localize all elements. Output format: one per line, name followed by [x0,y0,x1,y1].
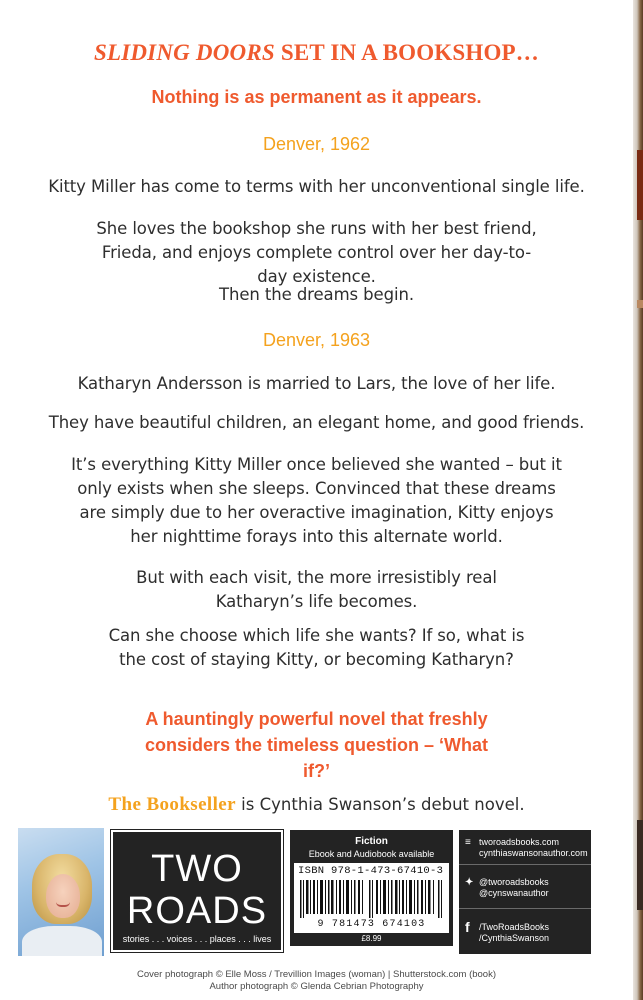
isbn-text: ISBN 978-1-473-67410-3 [298,865,444,877]
author-photo-credit: Author photograph © Glenda Cebrian Photography [209,981,424,992]
paragraph-only-when-sleeps: It’s everything Kitty Miller once believed she wanted – but it only exists when she sleeps. Convinced that these dreams are simply due to her overactive imagination, Kitty enjoys her nighttime forays into this alternate world. [71,455,562,546]
tagline-rest: SET IN A BOOKSHOP… [274,40,539,65]
genre-label: Fiction [355,836,388,847]
publisher-logo [111,830,283,952]
logo-line-roads: ROADS [126,890,268,932]
section-heading-1962: Denver, 1962 [262,134,371,154]
facebook-page-author: /CynthiaSwanson [479,933,550,943]
debut-line [0,794,633,816]
logo-line-two: TWO [151,848,243,890]
subtagline: Nothing is as permanent as it appears. [151,87,482,107]
photo-credits [0,969,633,993]
twitter-handle-author: @cynswanauthor [479,888,549,898]
twitter-handle-publisher: @tworoadsbooks [479,877,549,887]
book-info-panel [290,830,453,946]
twitter-icon: ✦ [465,877,474,888]
web-links [465,837,589,859]
paragraph-katharyn: Katharyn Andersson is married to Lars, the love of her life. [77,374,556,393]
paragraph-kitty-single-life: Kitty Miller has come to terms with her unconventional single life. [48,177,585,196]
tagline [0,40,633,66]
web-link-publisher: tworoadsbooks.com [479,837,560,847]
price-label: £8.99 [361,934,382,943]
book-title: The Bookseller [108,794,236,815]
author-photo [18,828,104,956]
publisher-strapline: stories . . . voices . . . places . . . lives [122,934,272,944]
barcode-icon [298,880,445,918]
book-spine-edge [633,0,643,1000]
facebook-links [465,919,589,944]
cover-photo-credit: Cover photograph © Elle Moss / Trevillion Images (woman) | Shutterstock.com (book) [137,969,496,980]
paragraph-each-visit: But with each visit, the more irresistibly real Katharyn’s life becomes. [136,568,497,611]
web-link-author: cynthiaswansonauthor.com [479,848,588,858]
paragraph-dreams-begin: Then the dreams begin. [219,285,414,304]
facebook-icon: f [465,919,470,935]
facebook-page-publisher: /TwoRoadsBooks [479,922,550,932]
tagline-italic: SLIDING DOORS [93,40,275,65]
paragraph-choose-life: Can she choose which life she wants? If so, what is the cost of staying Kitty, or becoming Katharyn? [108,626,525,669]
paragraph-children-home: They have beautiful children, an elegant home, and good friends. [48,413,585,432]
social-links-panel [459,830,591,954]
publisher-footer [18,828,591,968]
barcode-area [294,863,449,933]
debut-text: is Cynthia Swanson’s debut novel. [235,795,525,814]
twitter-links [465,877,589,899]
review-quote-text: A hauntingly powerful novel that freshly considers the timeless question – ‘What if?’ [144,709,489,781]
availability-label: Ebook and Audiobook available [308,849,435,859]
review-quote [0,706,633,784]
section-heading-1963: Denver, 1963 [262,330,371,350]
web-icon: ≡ [465,837,471,848]
barcode-digits: 9 781473 674103 [317,919,426,930]
paragraph-bookshop: She loves the bookshop she runs with her best friend, Frieda, and enjoys complete control over her day-to-day existence. [96,219,537,286]
